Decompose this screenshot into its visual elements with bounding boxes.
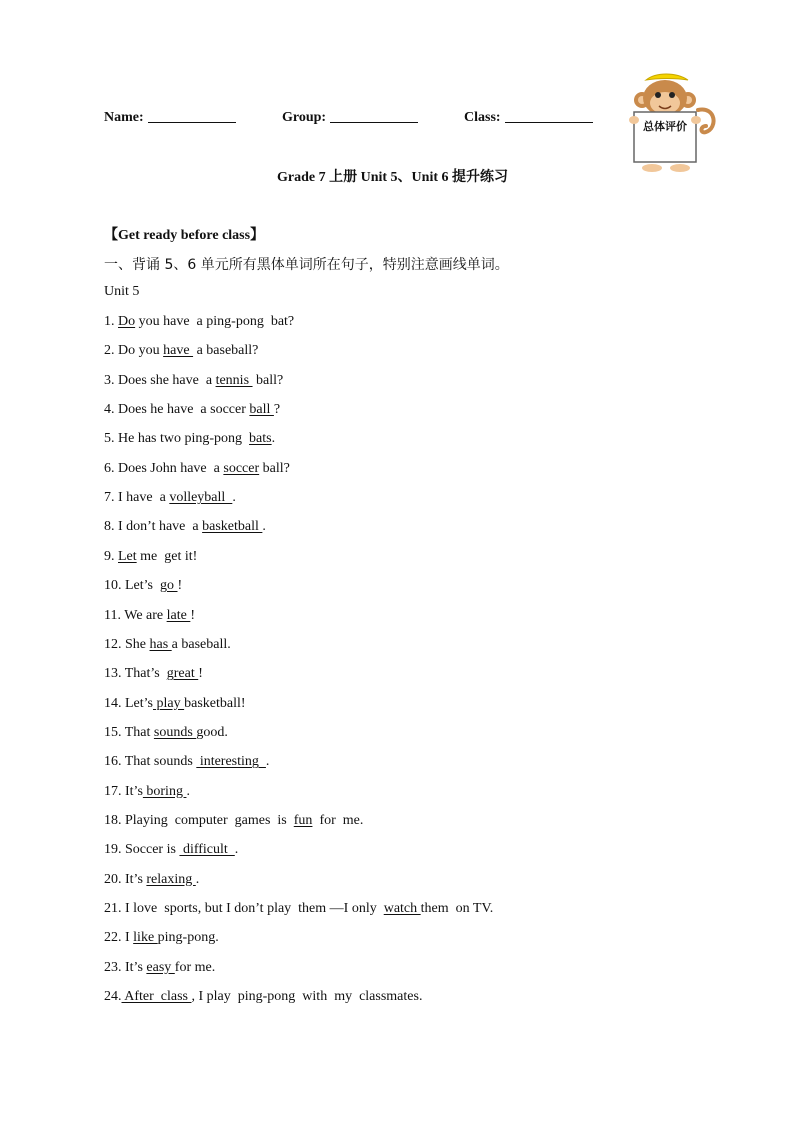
underlined-word: bats (249, 431, 272, 447)
sentence-item (104, 372, 283, 390)
sentence-text: 17. It’s (104, 783, 143, 799)
sentence-item (104, 783, 190, 801)
sentence-item (104, 489, 236, 507)
sentence-text: basketball! (184, 695, 246, 711)
sentence-item (104, 665, 203, 683)
sentence-text: ball? (259, 460, 290, 476)
sentence-text: 24. (104, 989, 122, 1005)
sentence-text: a baseball. (171, 636, 231, 652)
underlined-word: soccer (223, 460, 260, 476)
sentence-text: 14. Let’s (104, 695, 153, 711)
sentence-text: 3. Does she have a (104, 372, 216, 388)
sentence-text: 4. Does he have a soccer (104, 402, 250, 418)
sentence-text: 18. Playing computer games is (104, 812, 294, 828)
sentence-item (104, 695, 246, 713)
underlined-word: has (149, 636, 172, 652)
class-field (464, 108, 593, 126)
group-blank[interactable] (330, 108, 418, 123)
sentence-item (104, 342, 258, 360)
badge-text: 总体评价 (643, 120, 687, 133)
sentence-text: 21. I love sports, but I don’t play them —I only (104, 901, 384, 916)
sentence-text: 6. Does John have a (104, 460, 224, 476)
sentence-text: me get it! (136, 548, 198, 564)
instruction-text: 一、背诵 5、6 单元所有黑体单词所在句子，特别注意画线单词。 (104, 257, 509, 273)
sentence-text: 22. I (104, 930, 134, 946)
sentence-item (104, 959, 215, 977)
class-label: Class: (464, 110, 501, 125)
sentence-text: 5. He has two ping-pong (104, 431, 250, 447)
underlined-word: great (166, 666, 199, 682)
underlined-word: boring (142, 783, 187, 799)
sentence-text: 16. That sounds (104, 754, 197, 770)
underlined-word: basketball (202, 519, 263, 535)
sentence-item (104, 636, 231, 654)
sentence-text: you have a ping-pong bat? (135, 314, 295, 329)
group-field (282, 108, 418, 126)
name-field (104, 108, 236, 126)
sentence-item (104, 548, 197, 566)
sentence-item (104, 900, 493, 918)
sentence-item (104, 753, 269, 771)
sentence-text: them on TV. (420, 901, 494, 916)
sentence-text: 9. (104, 548, 118, 564)
underlined-word: difficult (179, 842, 235, 858)
evaluation-badge (626, 70, 718, 178)
underlined-word: watch (383, 901, 421, 916)
sentence-text: ball? (252, 372, 284, 388)
unit-label: Unit 5 (104, 284, 140, 299)
sentence-item (104, 401, 280, 419)
sentence-text: ping-pong. (157, 930, 219, 946)
sentence-text: for me. (312, 812, 364, 828)
sentence-text: . (232, 490, 236, 506)
sentence-text: . (195, 871, 200, 887)
name-label: Name: (104, 110, 144, 125)
underlined-word: tennis (215, 372, 253, 388)
section-heading: 【Get ready before class】 (104, 228, 265, 243)
sentence-text: 10. Let’s (104, 578, 160, 594)
sentence-text: good. (196, 724, 228, 740)
underlined-word: easy (146, 959, 175, 975)
underlined-word: volleyball (169, 490, 233, 506)
sentence-text: 7. I have a (104, 490, 170, 506)
underlined-word: Let (118, 548, 137, 564)
sentence-item (104, 313, 294, 331)
sentence-text: 19. Soccer is (104, 842, 180, 858)
sentence-text: . (234, 842, 239, 858)
sentence-text: . (271, 431, 276, 447)
sentence-text: . (186, 783, 190, 799)
group-label: Group: (282, 110, 327, 125)
sentence-text: 20. It’s (104, 871, 147, 887)
sentence-item (104, 988, 422, 1006)
sentence-item (104, 841, 238, 859)
sentence-item (104, 724, 228, 742)
sentence-text: ! (198, 666, 203, 682)
sentence-text: 8. I don’t have a (104, 519, 203, 535)
sentence-item (104, 577, 182, 595)
underlined-word: fun (293, 812, 313, 828)
page-title: Grade 7 上册 Unit 5、Unit 6 提升练习 (277, 170, 508, 185)
sentence-text: 11. We are (104, 607, 167, 623)
underlined-word: Do (118, 314, 136, 329)
sentence-text: for me. (174, 959, 216, 975)
sentence-item (104, 871, 199, 889)
sentence-text: . (262, 519, 266, 535)
class-blank[interactable] (505, 108, 593, 123)
sentence-text: 15. That (104, 724, 154, 740)
sentence-text: 12. She (104, 636, 150, 652)
underlined-word: interesting (196, 754, 266, 770)
sentence-text: . (265, 754, 270, 770)
sentence-text: a baseball? (193, 343, 259, 359)
underlined-word: have (163, 343, 194, 359)
sentence-item (104, 460, 290, 478)
sentence-item (104, 812, 363, 830)
underlined-word: play (153, 695, 185, 711)
underlined-word: late (166, 607, 191, 623)
sentence-text: ? (273, 402, 281, 418)
name-blank[interactable] (148, 108, 236, 123)
sentence-item (104, 607, 195, 625)
underlined-word: After class (121, 989, 192, 1005)
sentence-text: 13. That’s (104, 666, 167, 682)
sentence-item (104, 518, 266, 536)
sentence-text: , I play ping-pong with my classmates. (191, 989, 423, 1005)
underlined-word: relaxing (146, 871, 196, 887)
sentence-text: ! (190, 607, 196, 623)
underlined-word: go (160, 578, 178, 594)
sentence-text: 23. It’s (104, 959, 147, 975)
sentence-text: 1. (104, 314, 118, 329)
underlined-word: sounds (153, 724, 197, 740)
sentence-item (104, 430, 275, 448)
sentence-text: ! (177, 578, 183, 594)
sentence-text: 2. Do you (104, 343, 164, 359)
underlined-word: ball (249, 402, 274, 418)
sentence-item (104, 929, 219, 947)
underlined-word: like (133, 930, 158, 946)
monkey-icon (626, 70, 718, 178)
